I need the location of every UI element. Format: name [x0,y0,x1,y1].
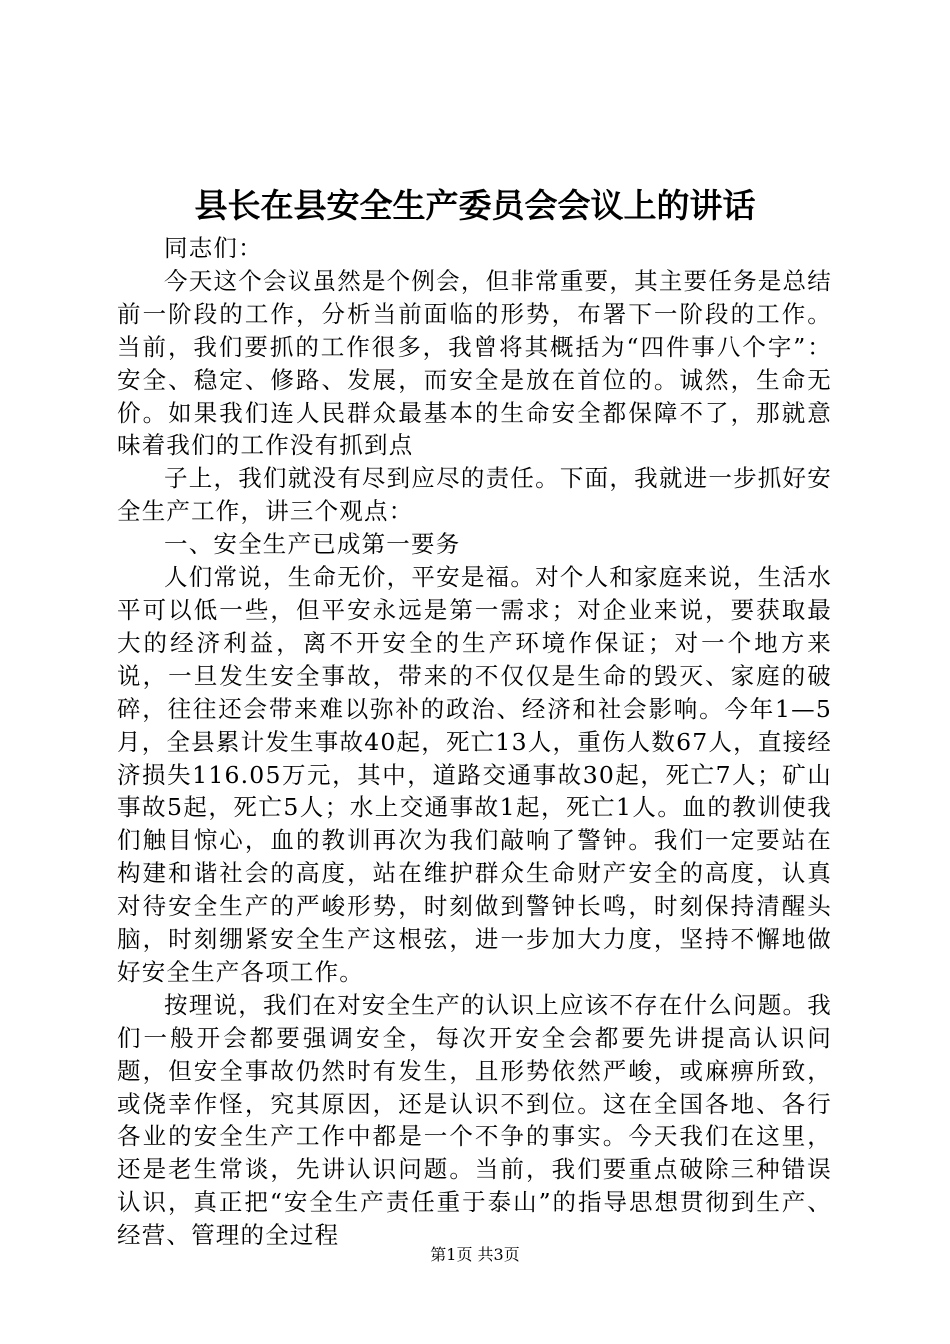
document-body [117,232,832,1252]
section-heading-1: 一、安全生产已成第一要务 [164,530,461,559]
paragraph-intro-continued: 子上，我们就没有尽到应尽的责任。下面，我就进一步抓好安全生产工作，讲三个观点： [117,464,832,526]
paragraph-intro: 今天这个会议虽然是个例会，但非常重要，其主要任务是总结前一阶段的工作，分析当前面临的形势，布署下一阶段的工作。当前，我们要抓的工作很多，我曾将其概括为“四件事八个字”：安全、稳定、修路、发展，而安全是放在首位的。诚然，生命无价。如果我们连人民群众最基本的生命安全都保障不了，那就意味着我们的工作没有抓到点 [117,266,832,460]
paragraph-section-1: 人们常说，生命无价，平安是福。对个人和家庭来说，生活水平可以低一些，但平安永远是第一需求；对企业来说，要获取最大的经济利益，离不开安全的生产环境作保证；对一个地方来说，一旦发生安全事故，带来的不仅仅是生命的毁灭、家庭的破碎，往往还会带来难以弥补的政治、经济和社会影响。今年1—5月，全县累计发生事故40起，死亡13人，重伤人数67人，直接经济损失116.05万元，其中，道路交通事故30起，死亡7人；矿山事故5起，死亡5人；水上交通事故1起，死亡1人。血的教训使我们触目惊心，血的教训再次为我们敲响了警钟。我们一定要站在构建和谐社会的高度，站在维护群众生命财产安全的高度，认真对待安全生产的严峻形势，时刻做到警钟长鸣，时刻保持清醒头脑，时刻绷紧安全生产这根弦，进一步加大力度，坚持不懈地做好安全生产各项工作。 [117,563,832,986]
paragraph-salutation: 同志们： [164,234,263,262]
document-title: 县长在县安全生产委员会会议上的讲话 [194,186,756,225]
page-footer: 第1页 共3页 [430,1245,520,1264]
paragraph-awareness: 按理说，我们在对安全生产的认识上应该不存在什么问题。我们一般开会都要强调安全，每次开安全会都要先讲提高认识问题，但安全事故仍然时有发生，且形势依然严峻，或麻痹所致，或侥幸作怪，究其原因，还是认识不到位。这在全国各地、各行各业的安全生产工作中都是一个不争的事实。今天我们在这里，还是老生常谈，先讲认识问题。当前，我们要重点破除三种错误认识，真正把“安全生产责任重于泰山”的指导思想贯彻到生产、经营、管理的全过程 [117,990,832,1250]
